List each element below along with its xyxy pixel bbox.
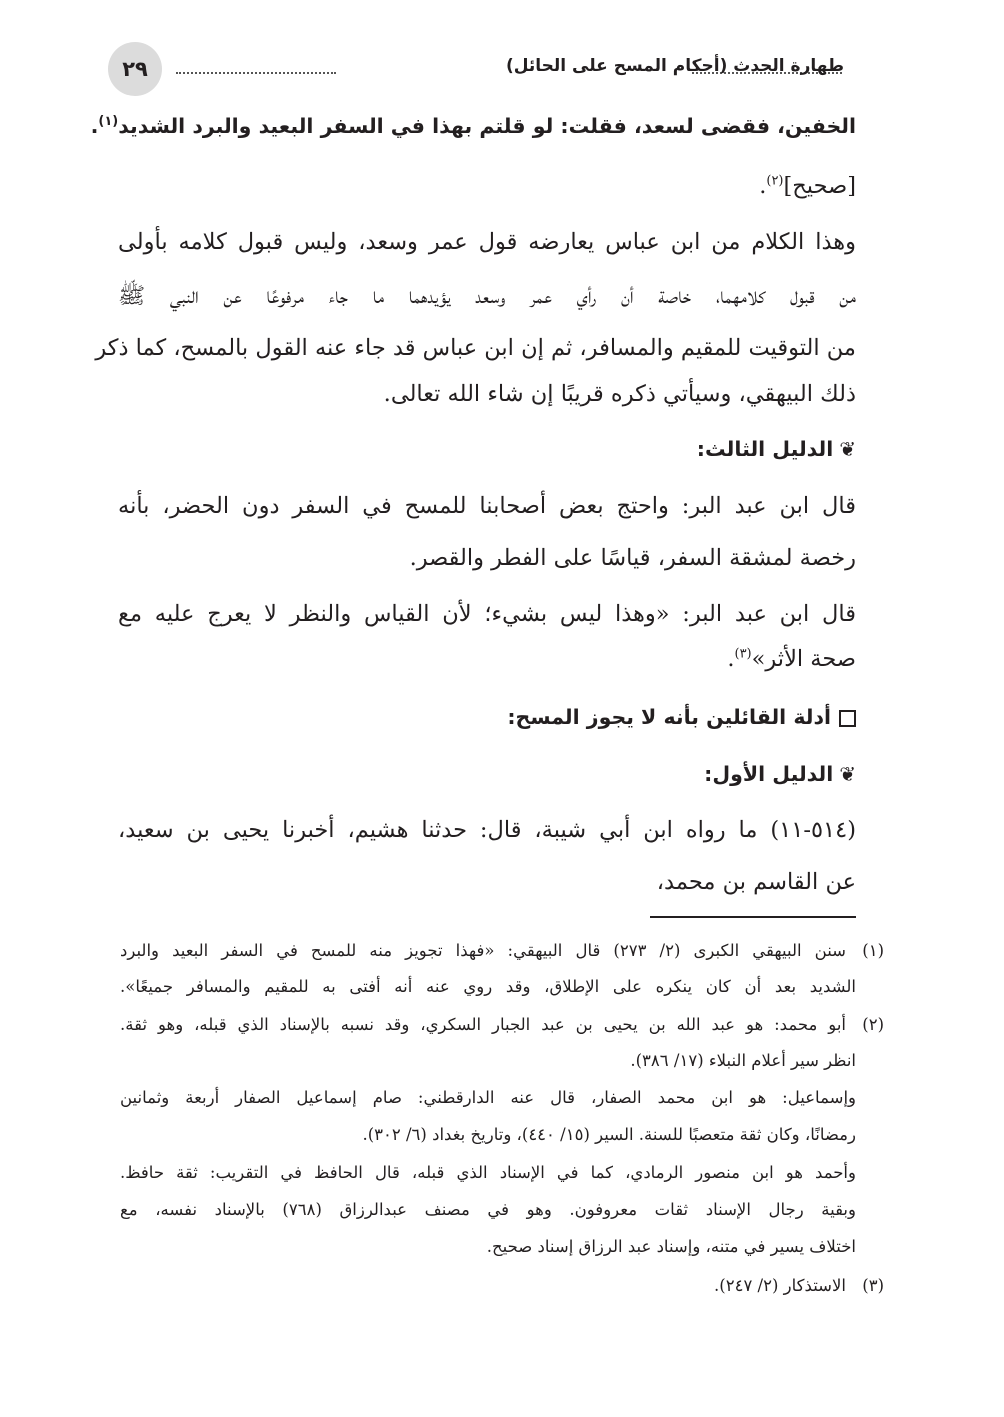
- heading-marker-icon: ❦: [839, 762, 856, 786]
- section-heading: [507, 704, 856, 731]
- footnote-separator: [650, 916, 856, 918]
- footnote-3: [714, 1275, 884, 1296]
- page-number: ٢٩: [108, 42, 162, 96]
- footnote-line: وبقية رجال الإسناد ثقات معروفون. وهو في مصنف عبدالرزاق (٧٦٨) بالإسناد نفسه، مع: [120, 1200, 856, 1219]
- footnote-text: سنن البيهقي الكبرى (٢/ ٢٧٣) قال البيهقي: «فهذا تجويز منه للمسح في السفر البعيد والبرد: [120, 941, 846, 960]
- body-line: ذلك البيهقي، وسيأتي ذكره قريبًا إن شاء الله تعالى.: [383, 381, 856, 407]
- body-line: من التوقيت للمقيم والمسافر، ثم إن ابن عباس قد جاء عنه القول بالمسح، كما ذكر: [95, 335, 856, 361]
- body-text: .: [90, 114, 99, 138]
- footnote-line: انظر سير أعلام النبلاء (١٧/ ٣٨٦).: [630, 1051, 856, 1070]
- body-line: (٥١٤-١١) ما رواه ابن أبي شيبة، قال: حدثنا هشيم، أخبرنا يحيى بن سعيد،: [118, 817, 856, 843]
- running-title: طهارة الحدث (أحكام المسح على الحائل): [505, 56, 844, 76]
- footnote-line: وأحمد هو ابن منصور الرمادي، كما في الإسناد الذي قبله، قال الحافظ في التقريب: ثقة حافظ.: [120, 1163, 856, 1182]
- body-line: [759, 172, 856, 201]
- subheading-text: الدليل الثالث:: [696, 437, 834, 461]
- body-text: الخفين، فقضى لسعد، فقلت: لو قلتم بهذا في السفر البعيد والبرد الشديد: [118, 114, 856, 138]
- body-line: عن القاسم بن محمد،: [656, 869, 856, 895]
- section-heading-text: أدلة القائلين بأنه لا يجوز المسح:: [507, 705, 831, 729]
- footnote-line: الشديد بعد أن كان ينكره على الإطلاق، وقد روي عنه أنه أفتى به للمقيم والمسافر جميعًا».: [120, 977, 856, 996]
- footnote-ref: (٣): [734, 646, 752, 662]
- subheading: [697, 436, 856, 463]
- heading-marker-icon: ❦: [839, 437, 856, 461]
- subheading: [704, 761, 856, 788]
- footnote-line: رمضانًا، وكان ثقة متعصبًا للسنة. السير (١٥/ ٤٤٠)، وتاريخ بغداد (٦/ ٣٠٢).: [362, 1125, 856, 1144]
- footnote-1: [120, 940, 884, 961]
- footnote-text: الاستذكار (٢/ ٢٤٧).: [714, 1276, 846, 1295]
- grading-label: [صحيح]: [783, 173, 856, 199]
- body-line: رخصة لمشقة السفر، قياسًا على الفطر والقصر.: [409, 545, 856, 571]
- footnote-number: (٢): [862, 1015, 884, 1034]
- body-line: قال ابن عبد البر: واحتج بعض أصحابنا للمسح في السفر دون الحضر، بأنه: [118, 493, 856, 519]
- checkbox-square-icon: [839, 710, 856, 727]
- body-text: .: [727, 646, 735, 672]
- body-line: قال ابن عبد البر: «وهذا ليس بشيء؛ لأن القياس والنظر لا يعرج عليه مع: [118, 601, 856, 627]
- subheading-text: الدليل الأول:: [704, 762, 834, 786]
- body-line: [91, 113, 856, 140]
- footnote-line: وإسماعيل: هو ابن محمد الصفار، قال عنه الدارقطني: صام إسماعيل الصفار أربعة وثمانين: [120, 1088, 856, 1107]
- footnote-2: [120, 1014, 884, 1035]
- footnote-ref: (١): [98, 114, 119, 130]
- body-line: من قبول كلامهما، خاصة أن رأي عمر وسعد يؤيدهما ما جاء مرفوعًا عن النبي ﷺ: [118, 283, 856, 309]
- body-line: وهذا الكلام من ابن عباس يعارضه قول عمر وسعد، وليس قبول كلامه بأولى: [118, 229, 856, 255]
- footnote-ref: (٢): [766, 173, 784, 189]
- footnote-line: اختلاف يسير في متنه، وإسناد عبد الرزاق إسناد صحيح.: [486, 1237, 856, 1256]
- body-line: [727, 645, 856, 674]
- footnote-number: (١): [862, 941, 884, 960]
- body-text: .: [759, 173, 767, 199]
- footnote-number: (٣): [862, 1276, 884, 1295]
- body-text: صحة الأثر»: [751, 646, 856, 672]
- footnote-text: أبو محمد: هو عبد الله بن يحيى بن عبد الجبار السكري، وقد نسبه بالإسناد الذي قبله، وهو ثقة.: [120, 1015, 846, 1034]
- header-dotted-leader-left: [176, 72, 336, 74]
